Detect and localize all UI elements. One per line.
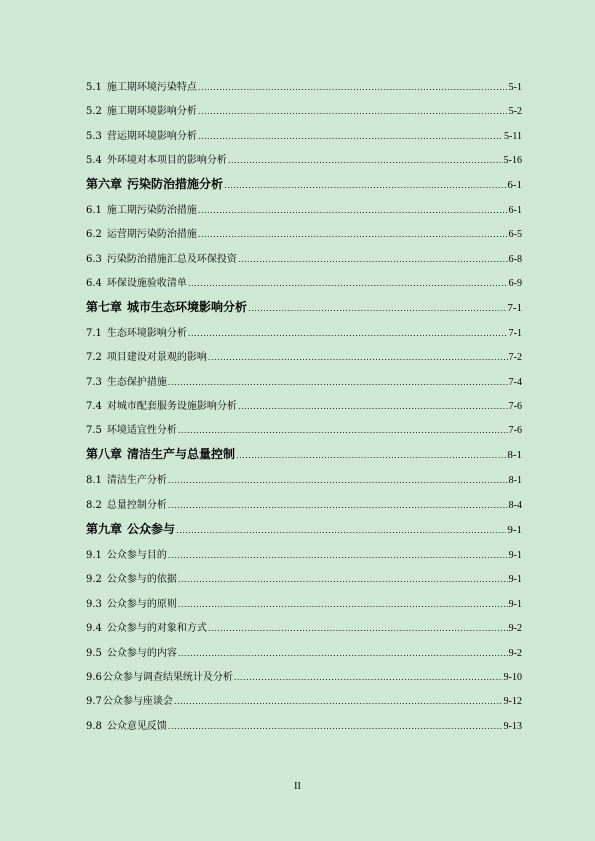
toc-entry-9-8[interactable] [86, 717, 522, 732]
toc-title: 总量控制分析 [106, 500, 167, 511]
toc-chapter-number: 第七章 [86, 300, 123, 314]
toc-page: 6-1 [507, 179, 522, 191]
toc-title: 外环境对本项目的影响分析 [106, 155, 227, 166]
toc-page: 9-1 [508, 599, 522, 610]
toc-number: 9.4 [86, 623, 102, 634]
toc-number: 5.1 [86, 82, 102, 93]
toc-page: 9-2 [508, 648, 522, 659]
toc-page: 7-6 [508, 401, 522, 412]
toc-chapter-7[interactable] [86, 298, 522, 315]
toc-entry-7-3[interactable] [86, 373, 522, 388]
toc-title: 对城市配套服务设施影响分析 [106, 401, 237, 412]
toc-entry-9-2[interactable] [86, 570, 522, 585]
toc-title: 环境适宜性分析 [106, 425, 177, 436]
toc-page: 6-8 [508, 254, 522, 265]
toc-title: 公众意见反馈 [106, 721, 167, 732]
toc-leader-dots [168, 722, 503, 731]
toc-page: 9-13 [503, 721, 522, 732]
toc-title: 公众参与座谈会 [102, 696, 173, 707]
toc-number: 6.4 [86, 278, 102, 289]
page-number: II [294, 781, 301, 792]
toc-title: 施工期环境污染特点 [106, 82, 197, 93]
toc-leader-dots [176, 526, 506, 535]
toc-entry-9-7[interactable] [86, 692, 522, 707]
toc-leader-dots [238, 255, 508, 264]
toc-title: 公众参与调查结果统计及分析 [102, 672, 233, 683]
toc-leader-dots [236, 451, 506, 460]
toc-entry-5-4[interactable] [86, 151, 522, 166]
toc-number: 7.1 [86, 328, 102, 339]
toc-number: 8.2 [86, 500, 102, 511]
toc-leader-dots [224, 181, 506, 190]
toc-leader-dots [178, 426, 508, 435]
toc-entry-7-4[interactable] [86, 397, 522, 412]
toc-title: 公众参与目的 [106, 550, 167, 561]
toc-number: 5.4 [86, 155, 102, 166]
toc-entry-6-2[interactable] [86, 225, 522, 240]
toc-leader-dots [198, 107, 508, 116]
toc-title: 生态保护措施 [106, 377, 167, 388]
toc-page: 5-1 [508, 82, 522, 93]
toc-page: 7-1 [508, 328, 522, 339]
toc-page: 7-1 [507, 302, 522, 314]
toc-number: 9.8 [86, 721, 102, 732]
toc-entry-6-3[interactable] [86, 250, 522, 265]
toc-entry-9-5[interactable] [86, 644, 522, 659]
toc-title: 污染防治措施汇总及环保投资 [106, 254, 237, 265]
toc-number: 7.4 [86, 401, 102, 412]
toc-leader-dots [168, 378, 508, 387]
toc-entry-5-3[interactable] [86, 127, 522, 142]
toc-leader-dots [238, 402, 508, 411]
toc-title: 营运期环境影响分析 [106, 131, 197, 142]
toc-page: 7-4 [508, 377, 522, 388]
toc-chapter-6[interactable] [86, 175, 522, 192]
toc-chapter-number: 第八章 [86, 447, 123, 461]
toc-page: 9-1 [507, 524, 522, 536]
toc-number: 9.1 [86, 550, 102, 561]
toc-title: 运营期污染防治措施 [106, 229, 197, 240]
toc-page: 7-6 [508, 425, 522, 436]
toc-leader-dots [188, 279, 508, 288]
toc-title: 生态环境影响分析 [106, 328, 187, 339]
toc-chapter-title: 清洁生产与总量控制 [127, 447, 236, 461]
toc-page: 6-5 [508, 229, 522, 240]
toc-number: 5.2 [86, 106, 102, 117]
toc-chapter-title: 公众参与 [127, 522, 176, 536]
toc-leader-dots [198, 132, 503, 141]
toc-title: 公众参与的依据 [106, 574, 177, 585]
toc-number: 9.3 [86, 599, 102, 610]
toc-title: 项目建设对景观的影响 [106, 352, 207, 363]
toc-entry-6-4[interactable] [86, 274, 522, 289]
toc-page: 8-1 [507, 449, 522, 461]
toc-title: 清洁生产分析 [106, 475, 167, 486]
toc-leader-dots [168, 501, 508, 510]
toc-page: 8-4 [508, 500, 522, 511]
toc-page: 5-11 [504, 131, 522, 142]
toc-page: 9-2 [508, 623, 522, 634]
toc-entry-7-5[interactable] [86, 421, 522, 436]
toc-page: 6-9 [508, 278, 522, 289]
toc-number: 9.7 [86, 696, 102, 707]
toc-title: 施工期污染防治措施 [106, 205, 197, 216]
toc-page: 5-2 [508, 106, 522, 117]
toc-number: 7.5 [86, 425, 102, 436]
toc-title: 公众参与的对象和方式 [106, 623, 207, 634]
toc-leader-dots [178, 575, 508, 584]
toc-number: 7.3 [86, 377, 102, 388]
toc-number: 7.2 [86, 352, 102, 363]
toc-leader-dots [198, 83, 508, 92]
toc-leader-dots [188, 329, 508, 338]
toc-entry-8-1[interactable] [86, 471, 522, 486]
toc-title: 施工期环境影响分析 [106, 106, 197, 117]
toc-leader-dots [168, 551, 508, 560]
toc-title: 公众参与的内容 [106, 648, 177, 659]
toc-number: 9.2 [86, 574, 102, 585]
toc-page: 9-10 [503, 672, 522, 683]
toc-leader-dots [174, 697, 503, 706]
toc-entry-9-4[interactable] [86, 619, 522, 634]
toc-leader-dots [178, 649, 508, 658]
toc-page: 5-16 [503, 155, 522, 166]
toc-number: 6.2 [86, 229, 102, 240]
toc-leader-dots [228, 156, 503, 165]
toc-entry-5-1[interactable] [86, 78, 522, 93]
toc-chapter-number: 第九章 [86, 522, 123, 536]
toc-leader-dots [208, 353, 508, 362]
toc-page: 9-1 [508, 550, 522, 561]
toc-page: 9-1 [508, 574, 522, 585]
toc-leader-dots [198, 230, 508, 239]
toc-leader-dots [198, 206, 508, 215]
toc-entry-6-1[interactable] [86, 201, 522, 216]
toc-number: 5.3 [86, 131, 102, 142]
toc-chapter-number: 第六章 [86, 177, 123, 191]
toc-entry-8-2[interactable] [86, 496, 522, 511]
toc-page: 8-1 [508, 475, 522, 486]
toc-leader-dots [234, 673, 503, 682]
toc-title: 环保设施验收清单 [106, 278, 187, 289]
toc-page: 7-2 [508, 352, 522, 363]
toc-chapter-9[interactable] [86, 520, 522, 537]
toc-title: 公众参与的原则 [106, 599, 177, 610]
toc-entry-9-3[interactable] [86, 595, 522, 610]
toc-chapter-title: 污染防治措施分析 [127, 177, 224, 191]
toc-number: 8.1 [86, 475, 102, 486]
toc-entry-9-6[interactable] [86, 668, 522, 683]
toc-leader-dots [168, 476, 508, 485]
toc-leader-dots [178, 600, 508, 609]
toc-page: 9-12 [503, 696, 522, 707]
toc-chapter-title: 城市生态环境影响分析 [127, 300, 248, 314]
toc-entry-5-2[interactable] [86, 102, 522, 117]
toc-leader-dots [248, 304, 506, 313]
toc-number: 6.1 [86, 205, 102, 216]
toc-number: 9.5 [86, 648, 102, 659]
toc-number: 6.3 [86, 254, 102, 265]
toc-number: 9.6 [86, 672, 102, 683]
toc-entry-7-1[interactable] [86, 324, 522, 339]
toc-entry-9-1[interactable] [86, 546, 522, 561]
toc-chapter-8[interactable] [86, 445, 522, 462]
toc-page: 6-1 [508, 205, 522, 216]
toc-leader-dots [208, 624, 508, 633]
toc-entry-7-2[interactable] [86, 348, 522, 363]
